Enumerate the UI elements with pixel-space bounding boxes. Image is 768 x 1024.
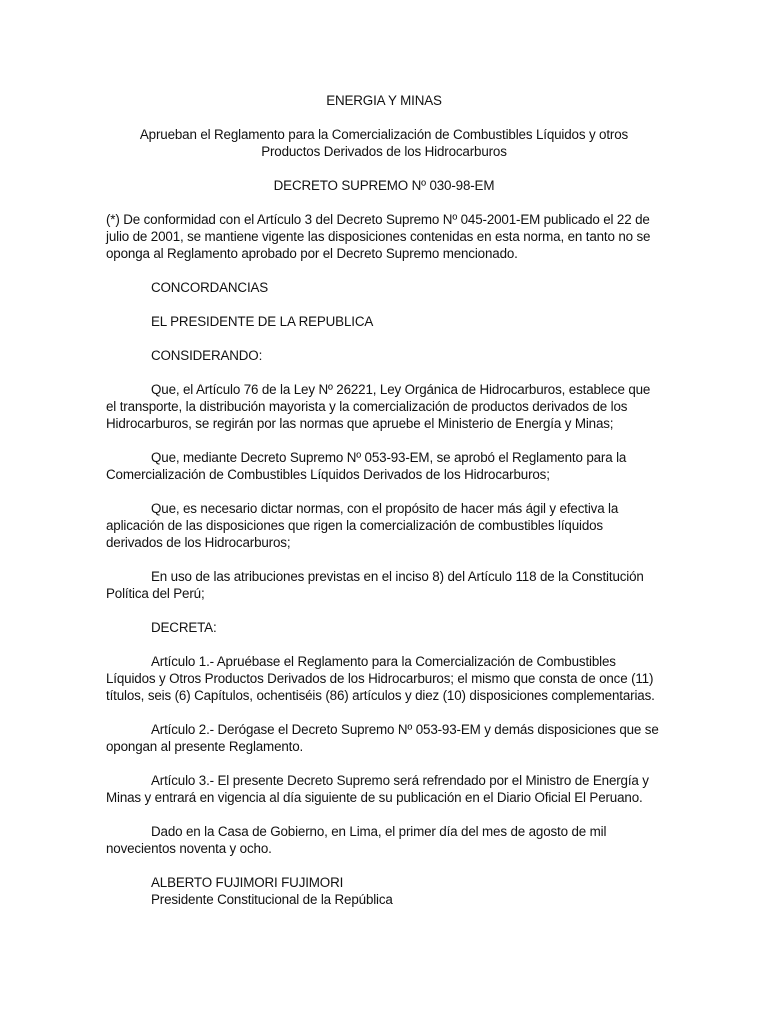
decree-number: DECRETO SUPREMO Nº 030-98-EM <box>273 178 495 193</box>
signatory-name: ALBERTO FUJIMORI FUJIMORI <box>151 875 344 890</box>
consideration-paragraph: Que, es necesario dictar normas, con el propósito de hacer más ágil y efectiva la aplicación de las disposiciones que rigen la comercialización de combustibles líquidos derivados de los Hidrocarburos; <box>106 501 619 550</box>
article-paragraph: Artículo 1.- Apruébase el Reglamento para la Comercialización de Combustibles Líquidos y Otros Productos Derivados de los Hidrocarburos; el mismo que consta de once (11) títulos, seis (6) Capítulos, ochentiséis (86) artículos y diez (10) disposiciones complementarias. <box>106 654 655 703</box>
article-paragraph: Artículo 2.- Derógase el Decreto Supremo Nº 053-93-EM y demás disposiciones que se opongan al presente Reglamento. <box>106 722 659 754</box>
decreta-heading: DECRETA: <box>151 620 217 635</box>
article-paragraph: Artículo 3.- El presente Decreto Supremo será refrendado por el Ministro de Energía y Minas y entrará en vigencia al día siguiente de su publicación en el Diario Oficial El Peruano. <box>106 773 649 805</box>
president-heading: EL PRESIDENTE DE LA REPUBLICA <box>151 314 374 329</box>
concordancias-link[interactable]: CONCORDANCIAS <box>151 280 269 295</box>
signature-block <box>106 874 662 908</box>
consideration-paragraph: Que, mediante Decreto Supremo Nº 053-93-EM, se aprobó el Reglamento para la Comercialización de Combustibles Líquidos Derivados de los Hidrocarburos; <box>106 450 627 482</box>
document-title: ENERGIA Y MINAS <box>326 93 442 108</box>
considerando-heading: CONSIDERANDO: <box>151 348 263 363</box>
conformity-note: (*) De conformidad con el Artículo 3 del Decreto Supremo Nº 045-2001-EM publicado el 22 de julio de 2001, se mantiene vigente las disposiciones contenidas en esta norma, en tanto no se oponga al Reglamento aprobado por el Decreto Supremo mencionado. <box>106 212 651 261</box>
document-subtitle: Aprueban el Reglamento para la Comercialización de Combustibles Líquidos y otros Productos Derivados de los Hidrocarburos <box>139 127 629 159</box>
closing-paragraph: Dado en la Casa de Gobierno, en Lima, el primer día del mes de agosto de mil novecientos noventa y ocho. <box>106 824 607 856</box>
document-body <box>106 92 662 908</box>
signatory-title: Presidente Constitucional de la República <box>151 892 393 907</box>
consideration-paragraph: En uso de las atribuciones previstas en el inciso 8) del Artículo 118 de la Constitución Política del Perú; <box>106 569 644 601</box>
consideration-paragraph: Que, el Artículo 76 de la Ley Nº 26221, Ley Orgánica de Hidrocarburos, establece que el transporte, la distribución mayorista y la comercialización de productos derivados de los Hidrocarburos, se regirán por las normas que apruebe el Ministerio de Energía y Minas; <box>106 382 651 431</box>
